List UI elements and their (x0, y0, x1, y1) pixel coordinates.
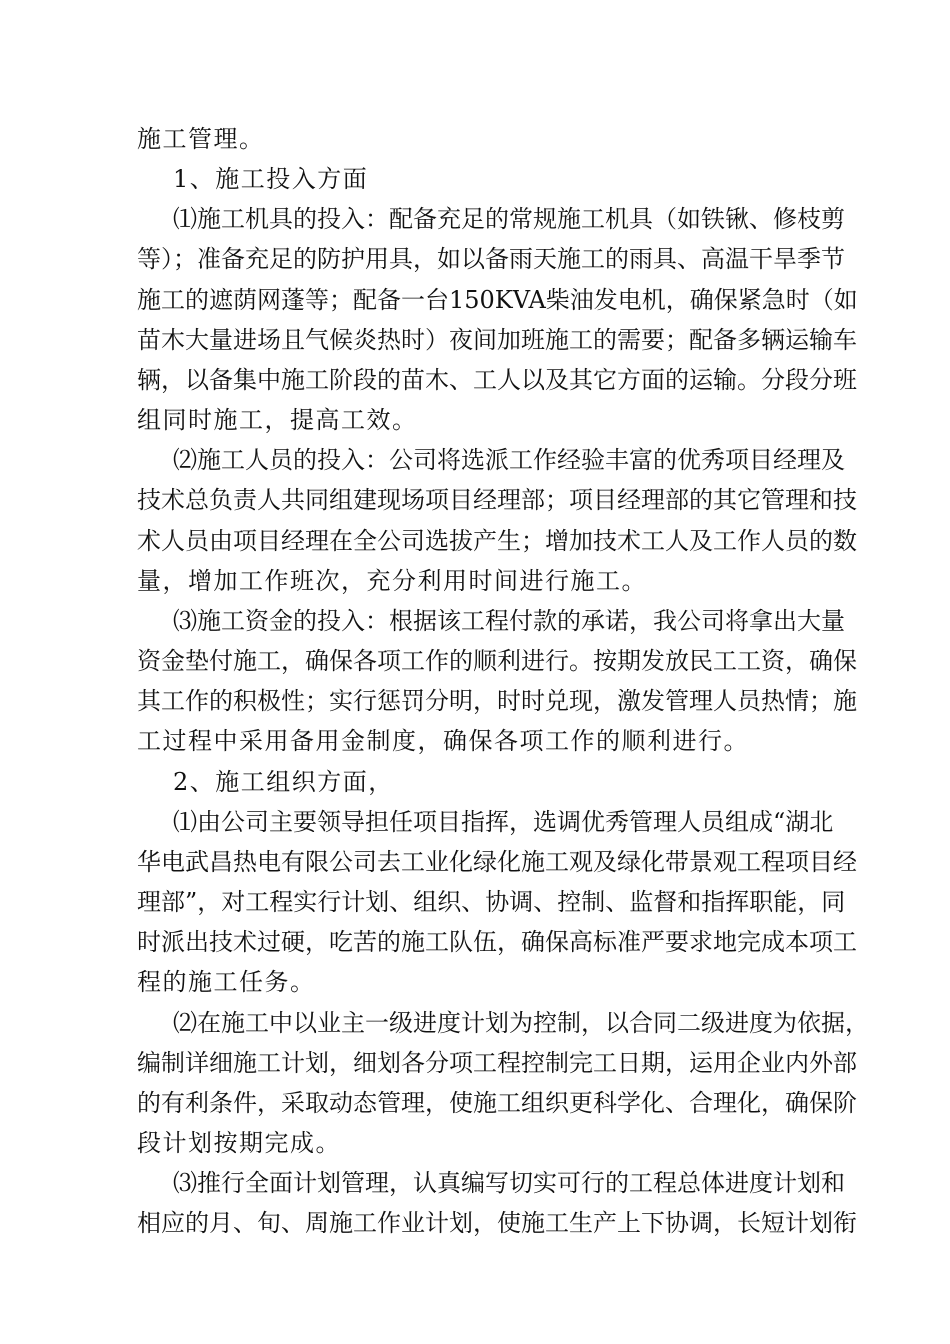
paragraph-line: ⑴施工机具的投入：配备充足的常规施工机具（如铁锹、修枝剪 (173, 205, 845, 233)
paragraph-line: 工过程中采用备用金制度，确保各项工作的顺利进行。 (137, 727, 749, 755)
paragraph-line: 编制详细施工计划，细划各分项工程控制完工日期，运用企业内外部 (137, 1049, 857, 1077)
paragraph-line: 资金垫付施工，确保各项工作的顺利进行。按期发放民工工资，确保 (137, 647, 857, 675)
paragraph-line: 术人员由项目经理在全公司选拔产生；增加技术工人及工作人员的数 (137, 527, 857, 555)
paragraph-line: 辆，以备集中施工阶段的苗木、工人以及其它方面的运输。分段分班 (137, 366, 857, 394)
paragraph-line: 程的施工任务。 (137, 968, 316, 996)
paragraph-line: 时派出技术过硬，吃苦的施工队伍，确保高标准严要求地完成本项工 (137, 928, 857, 956)
paragraph-line: ⑵施工人员的投入：公司将选派工作经验丰富的优秀项目经理及 (173, 446, 845, 474)
paragraph-line: 施工的遮荫网蓬等；配备一台150KVA柴油发电机，确保紧急时（如 (137, 286, 858, 314)
paragraph-line: 相应的月、旬、周施工作业计划，使施工生产上下协调，长短计划衔 (137, 1209, 857, 1237)
section-heading: 1、施工投入方面 (173, 165, 369, 193)
paragraph-line: 其工作的积极性；实行惩罚分明，时时兑现，激发管理人员热情；施 (137, 687, 857, 715)
paragraph-line: ⑴由公司主要领导担任项目指挥，选调优秀管理人员组成“湖北 (173, 808, 834, 836)
paragraph-line: 华电武昌热电有限公司去工业化绿化施工观及绿化带景观工程项目经 (137, 848, 857, 876)
paragraph-line: 组同时施工，提高工效。 (137, 406, 418, 434)
paragraph-line: ⑶推行全面计划管理，认真编写切实可行的工程总体进度计划和 (173, 1169, 845, 1197)
text-line: 施工管理。 (137, 125, 265, 153)
section-heading: 2、施工组织方面， (173, 768, 394, 796)
paragraph-line: 等）；准备充足的防护用具，如以备雨天施工的雨具、高温干旱季节 (137, 245, 845, 273)
paragraph-line: 苗木大量进场且气候炎热时）夜间加班施工的需要；配备多辆运输车 (137, 326, 857, 354)
paragraph-line: 技术总负责人共同组建现场项目经理部；项目经理部的其它管理和技 (137, 486, 857, 514)
paragraph-line: ⑶施工资金的投入：根据该工程付款的承诺，我公司将拿出大量 (173, 607, 845, 635)
paragraph-line: 理部”，对工程实行计划、组织、协调、控制、监督和指挥职能，同 (137, 888, 846, 916)
paragraph-line: 段计划按期完成。 (137, 1129, 341, 1157)
paragraph-line: 量，增加工作班次，充分利用时间进行施工。 (137, 567, 647, 595)
paragraph-line: 的有利条件，采取动态管理，使施工组织更科学化、合理化，确保阶 (137, 1089, 857, 1117)
paragraph-line: ⑵在施工中以业主一级进度计划为控制，以合同二级进度为依据， (173, 1009, 869, 1037)
